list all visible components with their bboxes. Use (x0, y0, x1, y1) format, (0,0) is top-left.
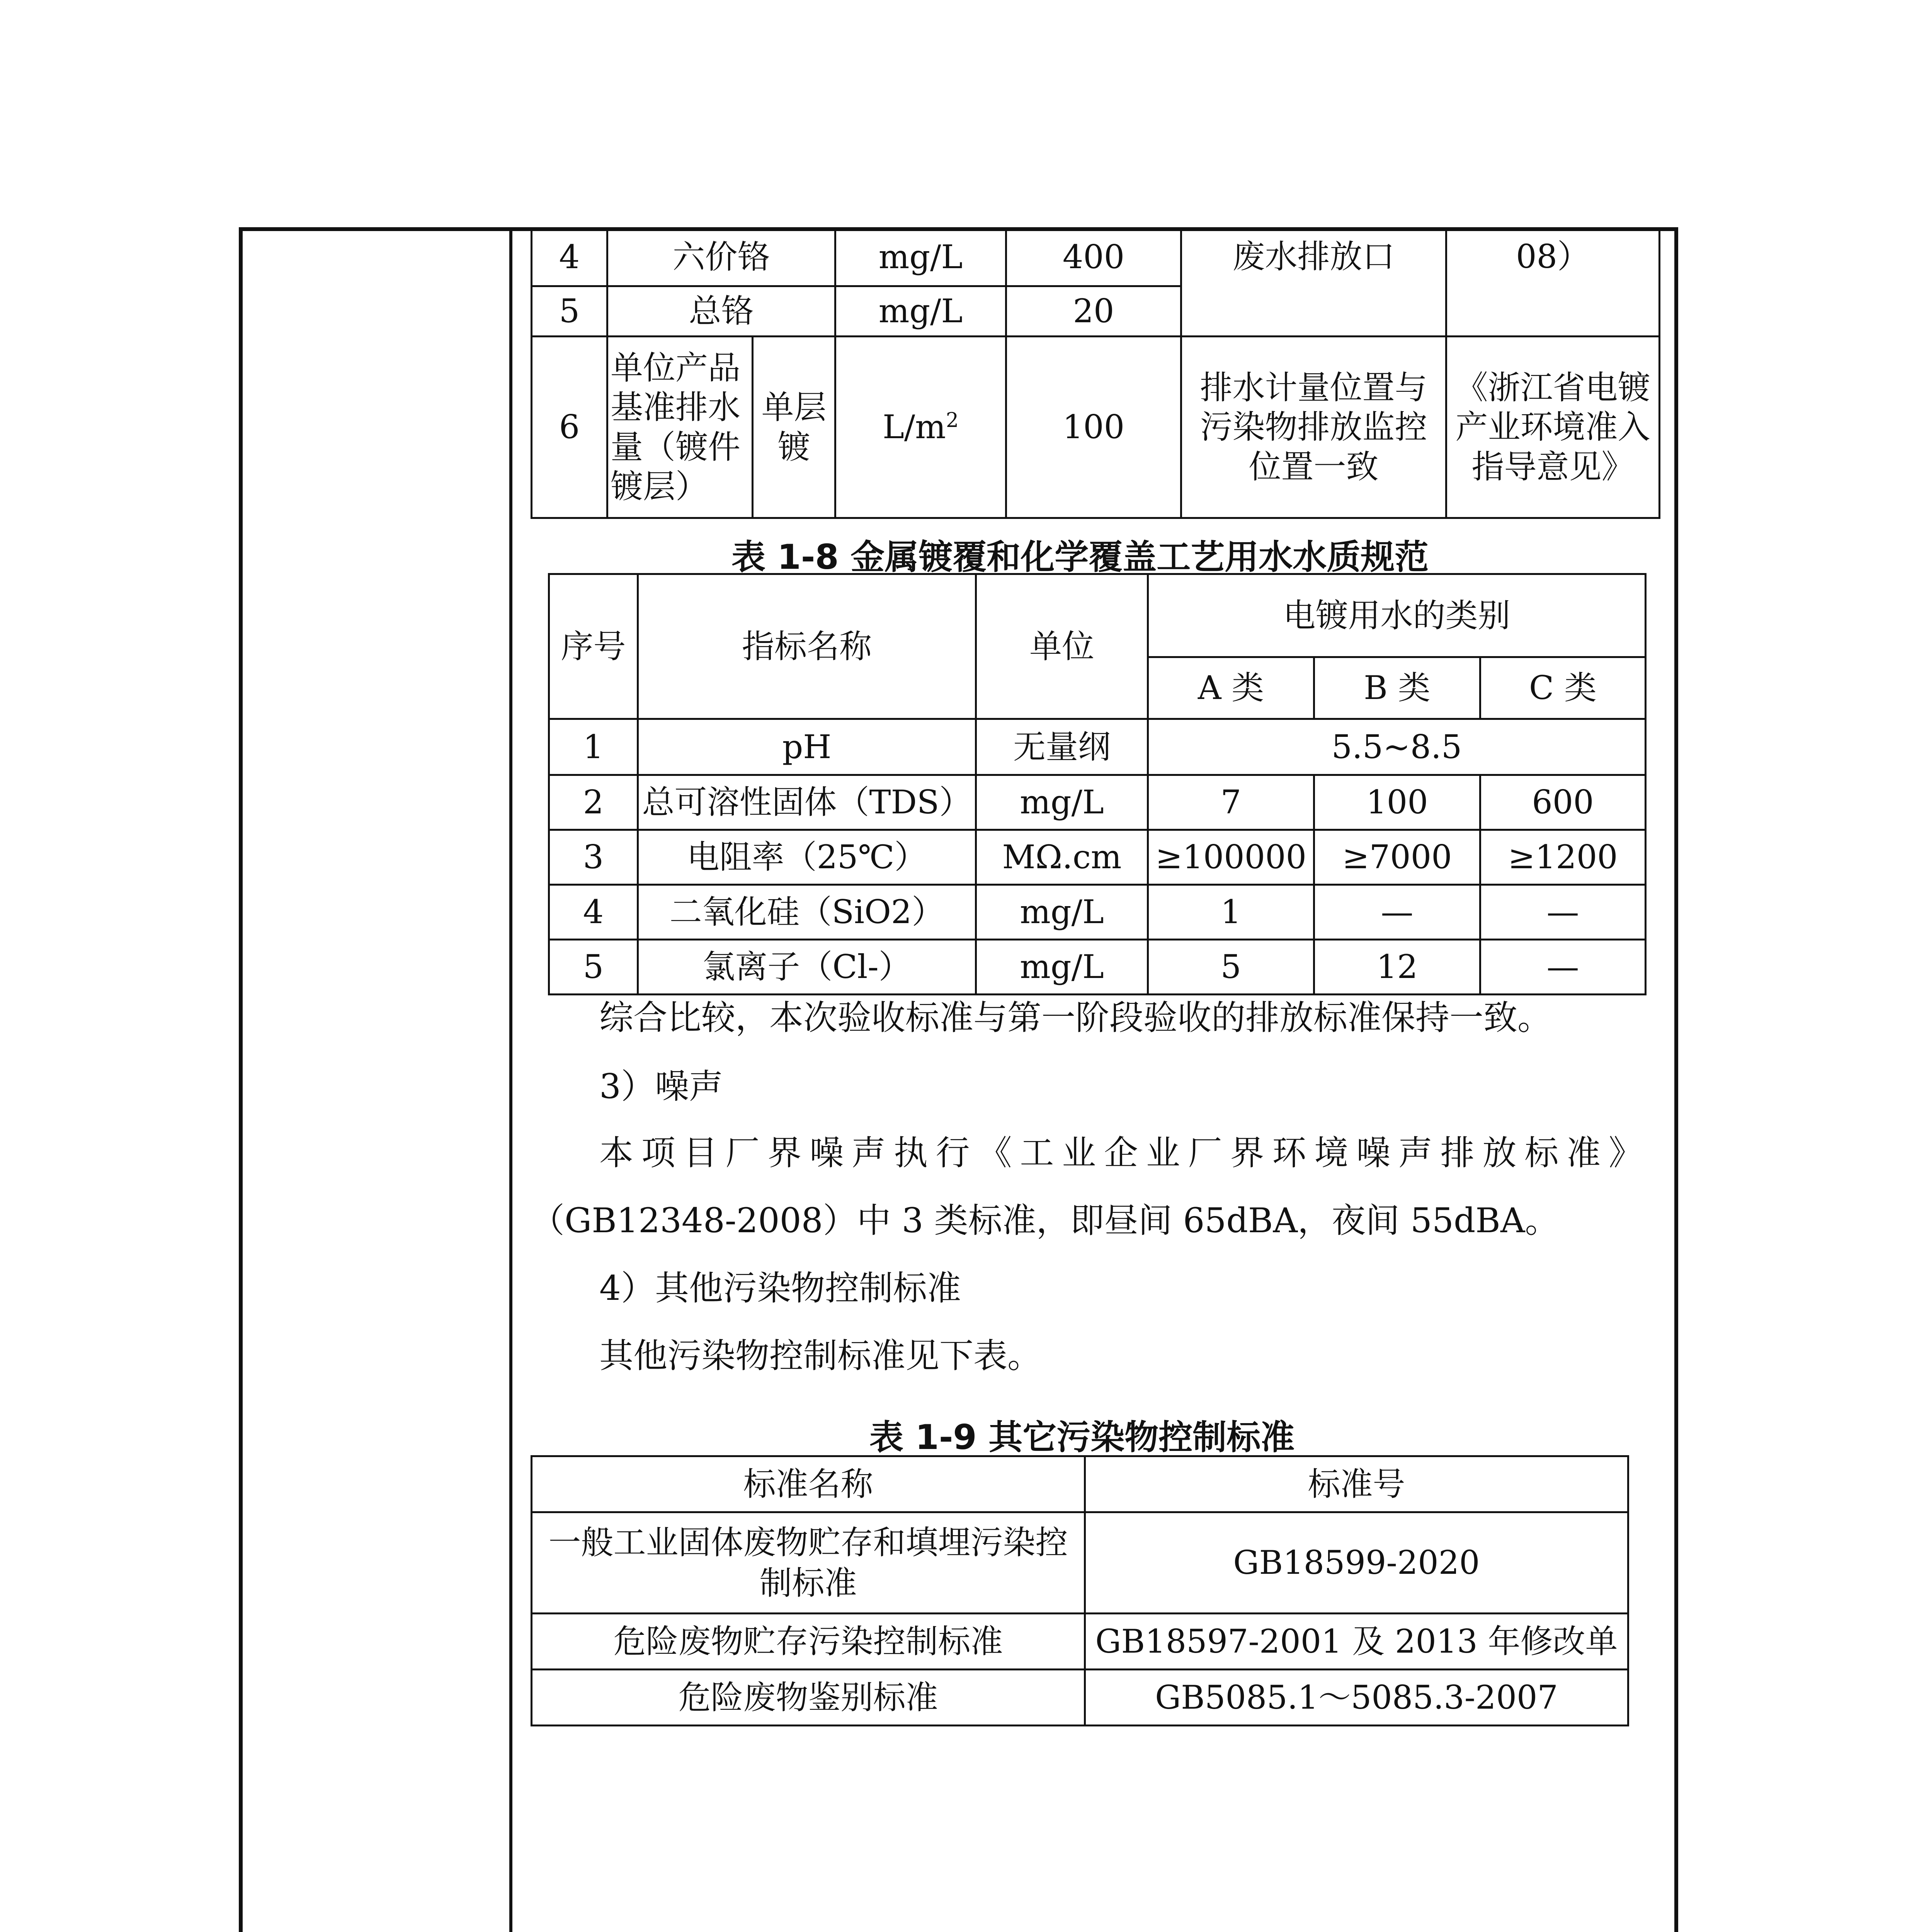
unit-base: L/m (883, 408, 946, 446)
unit-cell: mg/L (835, 286, 1006, 337)
class-b-value: ≥7000 (1314, 830, 1480, 885)
column-header-a: A 类 (1148, 657, 1314, 719)
row-number: 3 (549, 830, 638, 885)
monitoring-location: 废水排放口 (1181, 228, 1446, 337)
monitoring-location: 排水计量位置与污染物排放监控位置一致 (1181, 337, 1446, 518)
limit-value: 20 (1006, 286, 1181, 337)
pollutant-name: 单位产品基准排水量（镀件镀层） (607, 337, 753, 518)
pollutant-name: 六价铬 (607, 228, 835, 286)
row-number: 4 (532, 228, 607, 286)
column-header-b: B 类 (1314, 657, 1480, 719)
unit-cell: mg/L (976, 775, 1148, 830)
column-header-name: 指标名称 (638, 574, 976, 719)
table-row (532, 1614, 1628, 1670)
other-standards-intro: 其他污染物控制标准见下表。 (599, 1336, 1042, 1376)
unit-cell: MΩ.cm (976, 830, 1148, 885)
class-b-value: — (1314, 885, 1480, 940)
unit-cell: mg/L (976, 885, 1148, 940)
table-row (532, 1512, 1628, 1614)
class-c-value: — (1480, 885, 1646, 940)
row-number: 4 (549, 885, 638, 940)
class-b-value: 100 (1314, 775, 1480, 830)
table-row (532, 1670, 1628, 1726)
header-row (549, 574, 1646, 657)
indicator-name: pH (638, 719, 976, 775)
column-header-c: C 类 (1480, 657, 1646, 719)
row-number: 5 (532, 286, 607, 337)
indicator-name: 二氧化硅（SiO2） (638, 885, 976, 940)
column-header-unit: 单位 (976, 574, 1148, 719)
table-row (549, 775, 1646, 830)
class-c-value: ≥1200 (1480, 830, 1646, 885)
indicator-name: 总可溶性固体（TDS） (638, 775, 976, 830)
standard-name: 一般工业固体废物贮存和填埋污染控制标准 (532, 1512, 1085, 1614)
frame-divider (509, 227, 512, 1932)
unit-superscript: 2 (946, 409, 959, 432)
noise-paragraph-line1: 本项目厂界噪声执行《工业企业厂界环境噪声排放标准》 (599, 1133, 1643, 1173)
pollutant-subtype: 单层镀 (753, 337, 835, 518)
comparison-paragraph: 综合比较，本次验收标准与第一阶段验收的排放标准保持一致。 (599, 998, 1552, 1037)
limit-value: 400 (1006, 228, 1181, 286)
other-pollutant-standards-table (531, 1455, 1629, 1726)
table-row (532, 228, 1660, 286)
unit-cell (835, 337, 1006, 518)
other-standards-heading: 4）其他污染物控制标准 (599, 1268, 961, 1308)
standard-code: GB18599-2020 (1085, 1512, 1628, 1614)
class-a-value: 5 (1148, 940, 1314, 995)
standard-name: 危险废物贮存污染控制标准 (532, 1614, 1085, 1670)
table-row (549, 940, 1646, 995)
class-a-value: ≥100000 (1148, 830, 1314, 885)
limit-value: 100 (1006, 337, 1181, 518)
noise-heading: 3）噪声 (599, 1066, 723, 1106)
indicator-name: 氯离子（Cl-） (638, 940, 976, 995)
table-1-8-caption: 表 1-8 金属镀覆和化学覆盖工艺用水水质规范 (731, 537, 1429, 577)
row-number: 1 (549, 719, 638, 775)
standard-source: 08） (1446, 228, 1660, 337)
plating-water-quality-table (548, 573, 1647, 995)
row-number: 2 (549, 775, 638, 830)
emission-standard-table-continued (531, 227, 1660, 519)
indicator-name: 电阻率（25℃） (638, 830, 976, 885)
column-header-group: 电镀用水的类别 (1148, 574, 1646, 657)
class-b-value: 12 (1314, 940, 1480, 995)
class-a-value: 1 (1148, 885, 1314, 940)
class-c-value: — (1480, 940, 1646, 995)
table-1-9-caption: 表 1-9 其它污染物控制标准 (869, 1417, 1295, 1457)
unit-cell: mg/L (835, 228, 1006, 286)
pollutant-name: 总铬 (607, 286, 835, 337)
row-number: 5 (549, 940, 638, 995)
range-cell: 5.5~8.5 (1148, 719, 1646, 775)
column-header-code: 标准号 (1085, 1456, 1628, 1512)
table-row (532, 337, 1660, 518)
table-row (549, 719, 1646, 775)
unit-cell: 无量纲 (976, 719, 1148, 775)
class-a-value: 7 (1148, 775, 1314, 830)
unit-cell: mg/L (976, 940, 1148, 995)
row-number: 6 (532, 337, 607, 518)
class-c-value: 600 (1480, 775, 1646, 830)
standard-code: GB5085.1～5085.3-2007 (1085, 1670, 1628, 1726)
column-header-no: 序号 (549, 574, 638, 719)
column-header-name: 标准名称 (532, 1456, 1085, 1512)
standard-code: GB18597-2001 及 2013 年修改单 (1085, 1614, 1628, 1670)
noise-paragraph-line2: （GB12348-2008）中 3 类标准，即昼间 65dBA，夜间 55dBA。 (531, 1201, 1559, 1240)
table-row (549, 830, 1646, 885)
standard-name: 危险废物鉴别标准 (532, 1670, 1085, 1726)
header-row (532, 1456, 1628, 1512)
table-row (549, 885, 1646, 940)
standard-source: 《浙江省电镀产业环境准入指导意见》 (1446, 337, 1660, 518)
